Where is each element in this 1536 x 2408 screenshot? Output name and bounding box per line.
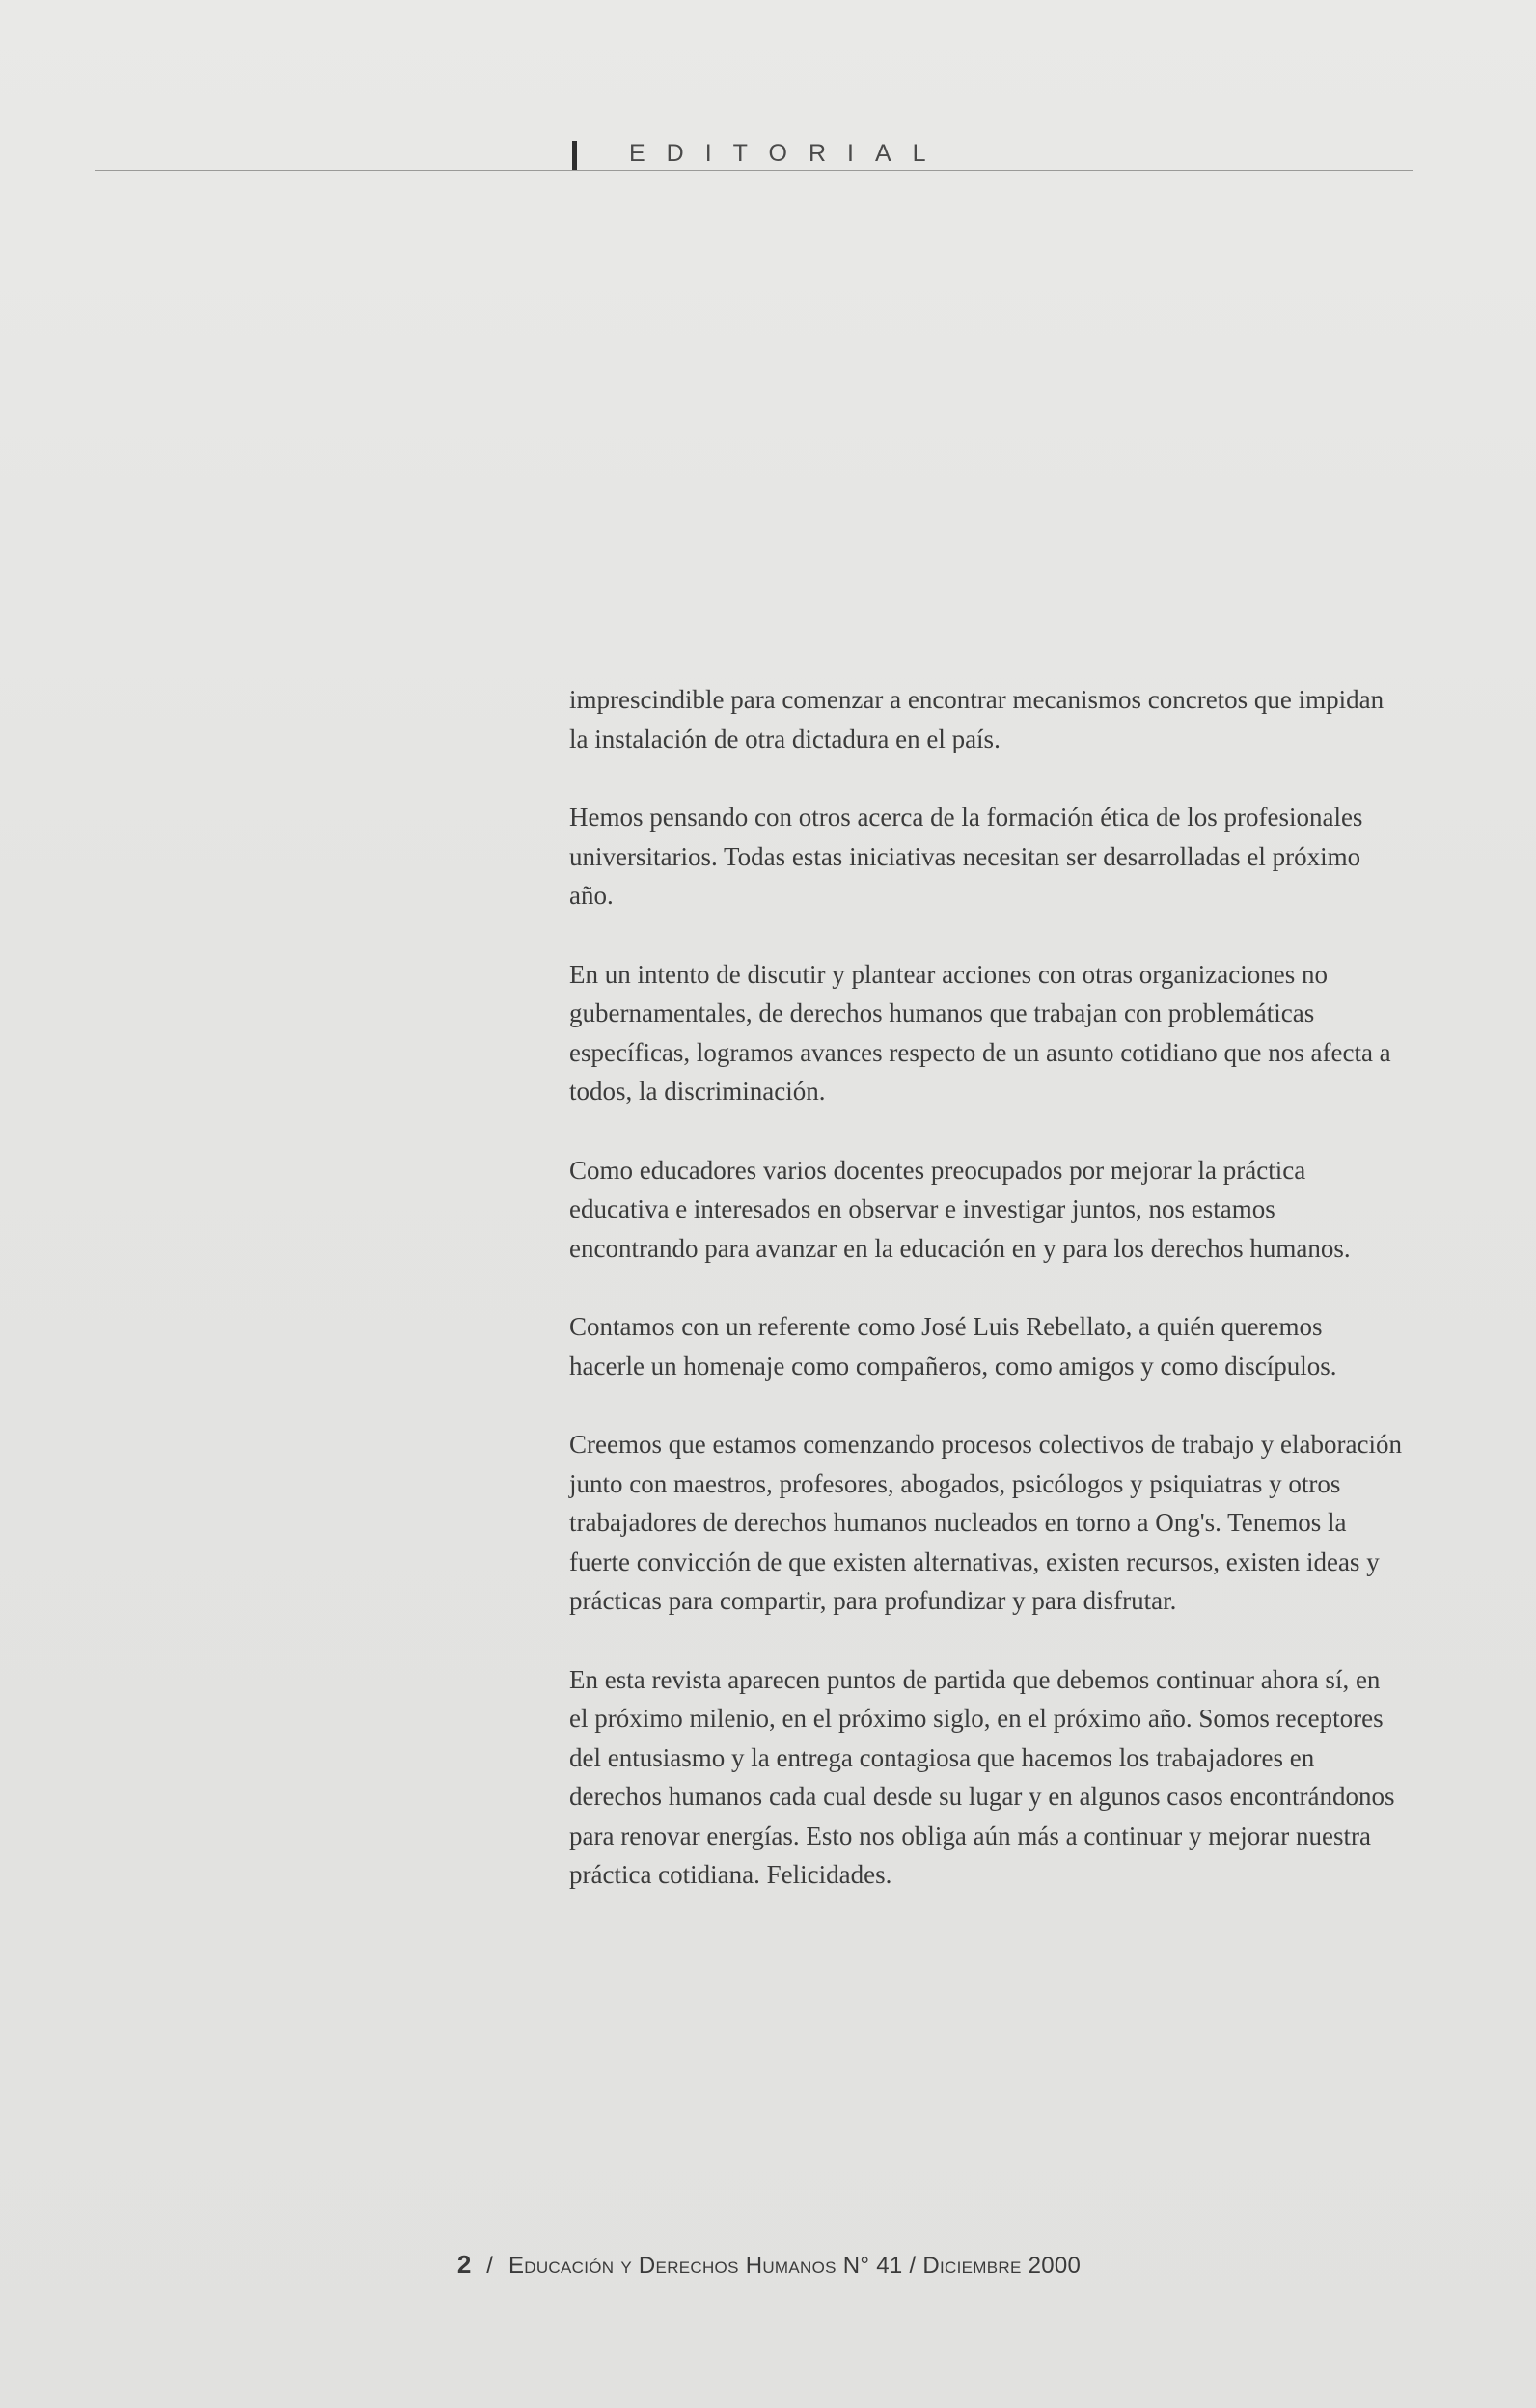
section-header <box>95 133 1413 178</box>
paragraph: Como educadores varios docentes preocupados por mejorar la práctica educativa e interesados en observar e investigar juntos, nos estamos encontrando para avanzar en la educación en y para los derechos humanos. <box>569 1155 1351 1263</box>
paragraph: Contamos con un referente como José Luis Rebellato, a quién queremos hacerle un homenaje como compañeros, como amigos y como discípulos. <box>569 1312 1337 1381</box>
paragraph: Creemos que estamos comenzando procesos colectivos de trabajo y elaboración junto con maestros, profesores, abogados, psicólogos y psiquiatras y otros trabajadores de derechos humanos nucleados en torno a Ong's. Tenemos la fuerte convicción de que existen alternativas, existen recursos, existen ideas y prácticas para compartir, para profundizar y para disfrutar. <box>569 1430 1402 1615</box>
editorial-body <box>569 680 1403 1934</box>
paragraph: Hemos pensando con otros acerca de la formación ética de los profesionales universitarios. Todas estas iniciativas necesitan ser desarrolladas el próximo año. <box>569 803 1363 910</box>
page-number: 2 <box>456 2250 472 2279</box>
paragraph: En esta revista aparecen puntos de partida que debemos continuar ahora sí, en el próximo milenio, en el próximo siglo, en el próximo año. Somos receptores del entusiasmo y la entrega contagiosa que hacemos los trabajadores en derechos humanos cada cual desde su lugar y en algunos casos encontrándonos para renovar energías. Esto nos obliga aún más a continuar y mejorar nuestra práctica cotidiana. Felicidades. <box>569 1664 1395 1889</box>
paragraph: En un intento de discutir y plantear acciones con otras organizaciones no gubernamentales, de derechos humanos que trabajan con problemáticas específicas, logramos avances respecto de un asunto cotidiano que nos afecta a todos, la discriminación. <box>569 959 1391 1106</box>
footer-separator: / <box>486 2253 493 2279</box>
page-footer <box>0 2250 1536 2281</box>
section-label: EDITORIAL <box>629 140 947 167</box>
header-rule <box>95 170 1413 171</box>
header-bar-mark <box>572 141 577 170</box>
paragraph: imprescindible para comenzar a encontrar mecanismos concretos que impidan la instalación de otra dictadura en el país. <box>569 685 1385 753</box>
publication-info: Educación y Derechos Humanos N° 41 / Diciembre 2000 <box>507 2253 1082 2279</box>
